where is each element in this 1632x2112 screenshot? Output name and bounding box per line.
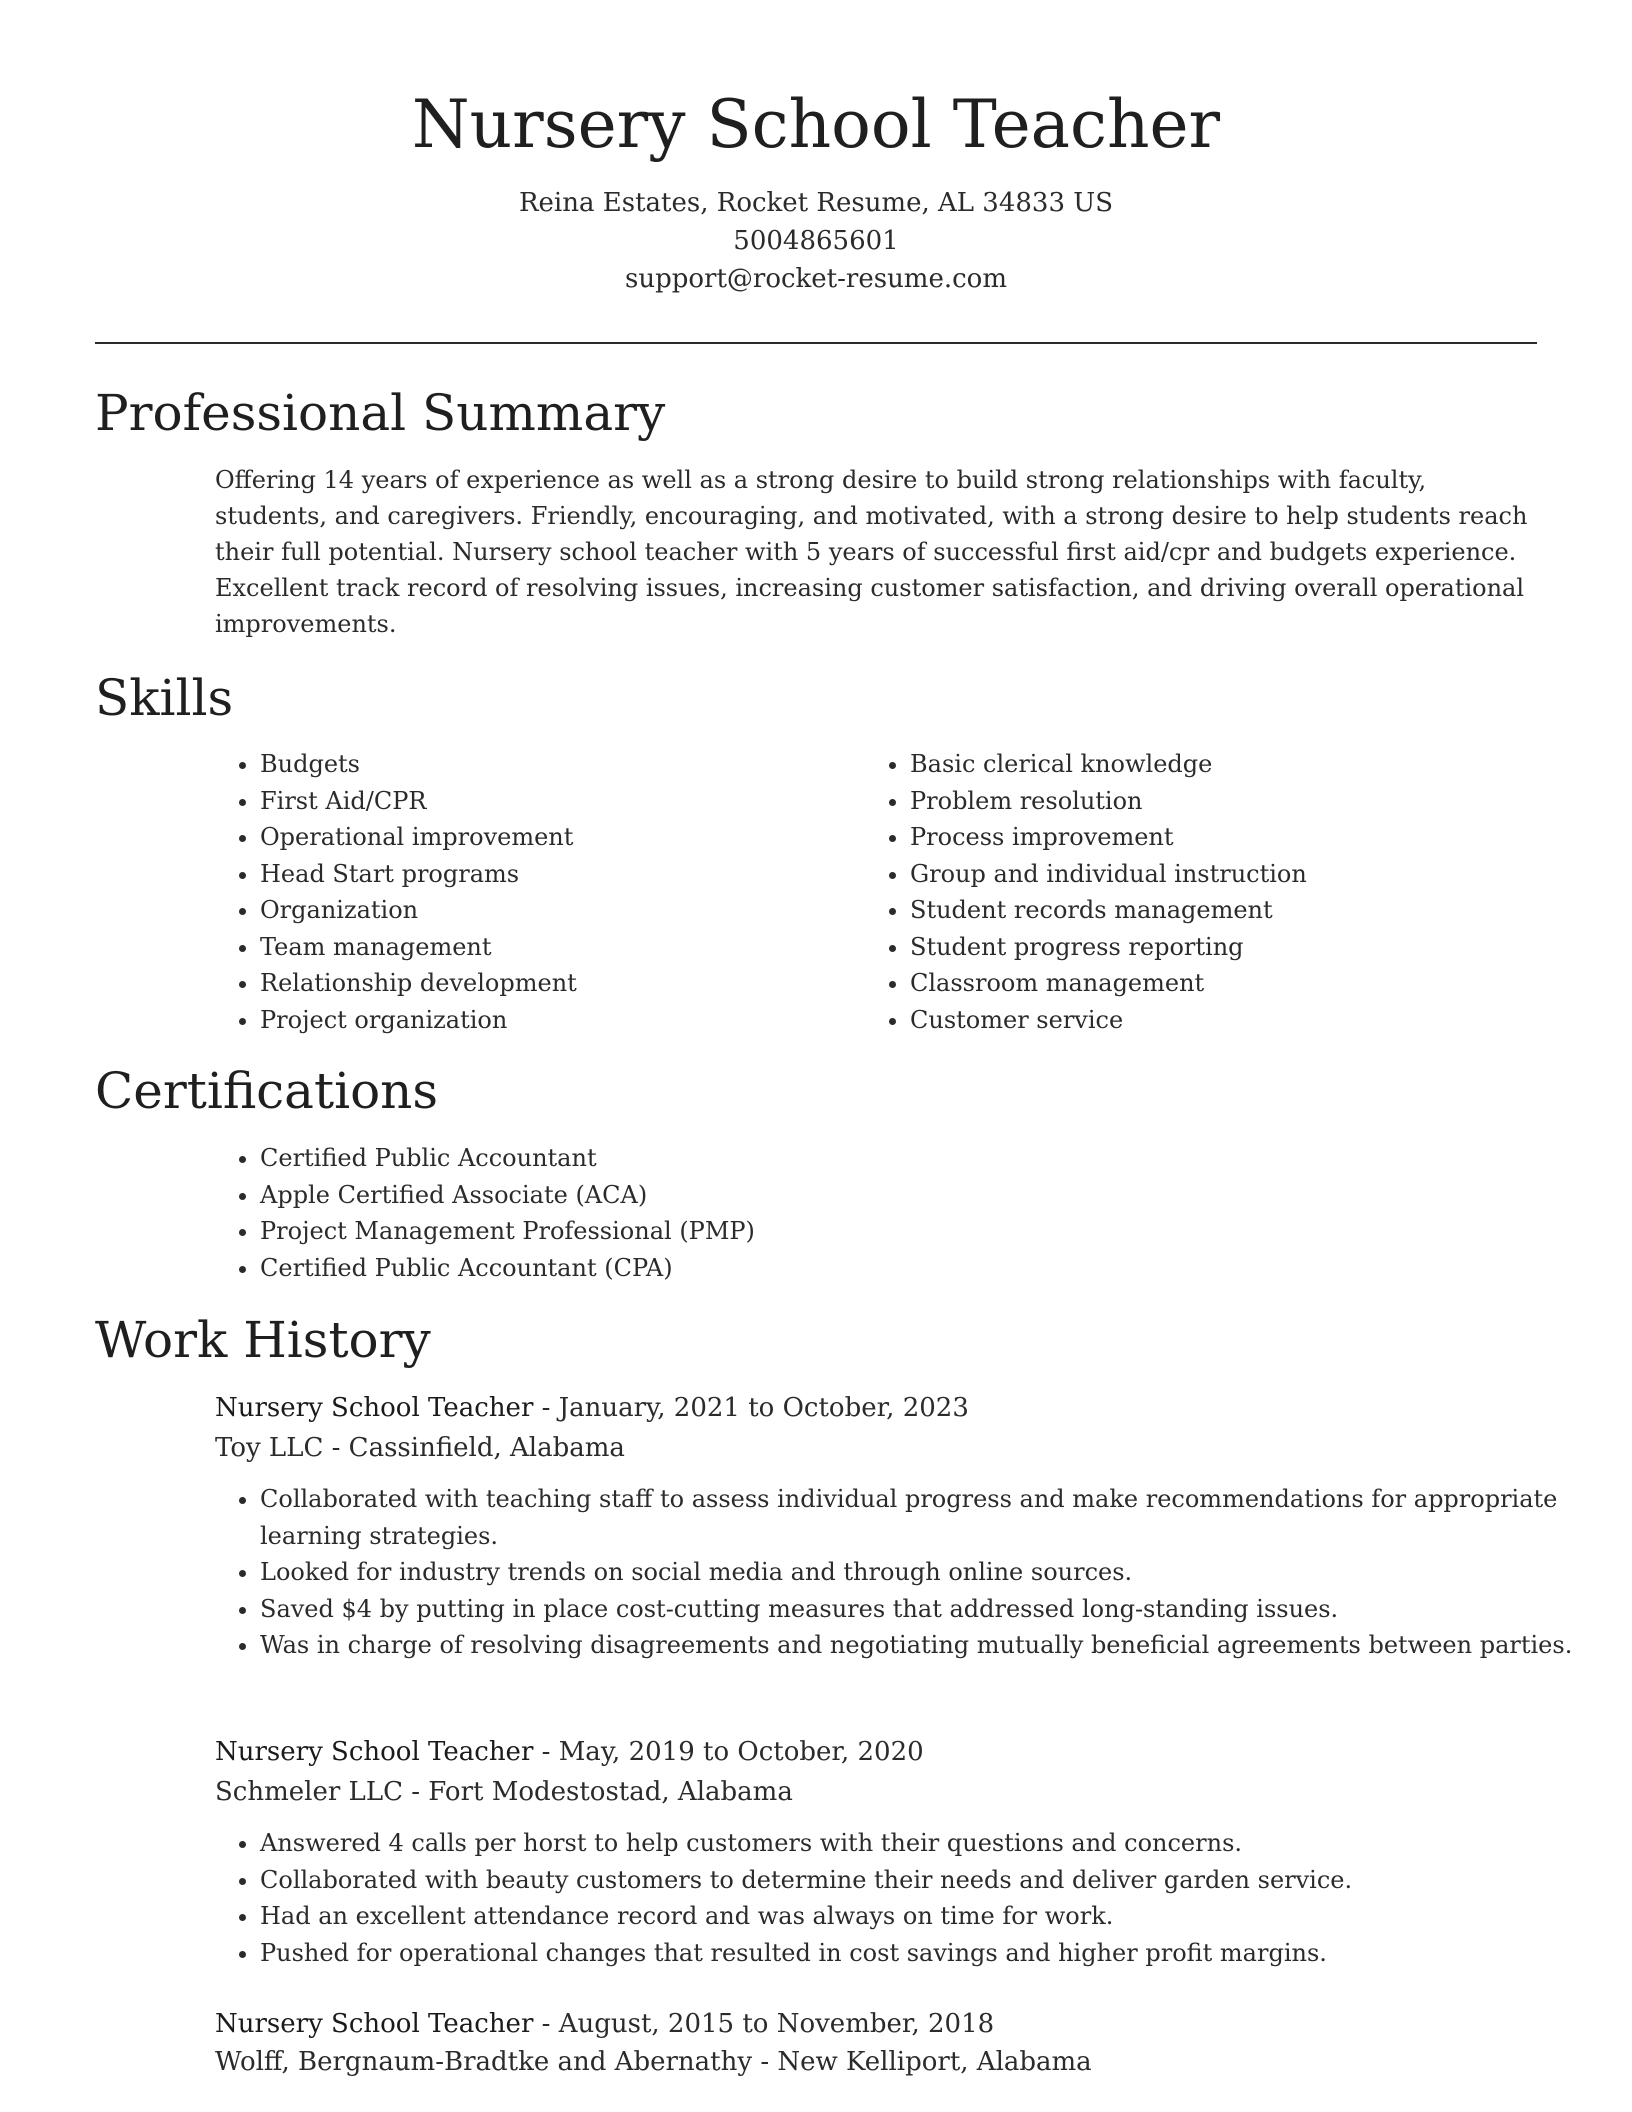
skill-item: • Group and individual instruction xyxy=(910,856,1307,893)
certification-item: • Certified Public Accountant xyxy=(260,1140,755,1177)
skill-item: • Organization xyxy=(260,892,577,929)
skill-item: • Student records management xyxy=(910,892,1307,929)
job-dates: - May, 2019 to October, 2020 xyxy=(533,1737,924,1767)
job-bullets xyxy=(215,1825,1585,1971)
skill-item: • Budgets xyxy=(260,746,577,783)
skill-item: • Head Start programs xyxy=(260,856,577,893)
job-bullet: • Collaborated with teaching staff to assess individual progress and make recommendations for appropriate learning strategies. xyxy=(260,1481,1585,1554)
job-dates: - January, 2021 to October, 2023 xyxy=(533,1393,969,1423)
company-name: Toy LLC xyxy=(215,1433,324,1463)
job-bullets xyxy=(215,1481,1585,1664)
job-bullet: • Looked for industry trends on social media and through online sources. xyxy=(260,1554,1585,1591)
contact-email: support@rocket-resume.com xyxy=(624,264,1007,294)
job-bullet: • Pushed for operational changes that resulted in cost savings and higher profit margins. xyxy=(260,1935,1585,1972)
job-title-line xyxy=(215,2005,994,2043)
skill-item: • Customer service xyxy=(910,1002,1307,1039)
skill-item: • Team management xyxy=(260,929,577,966)
job-title: Nursery School Teacher xyxy=(215,1393,534,1423)
company-location: - Cassinfield, Alabama xyxy=(323,1433,625,1463)
section-title-certifications: Certifications xyxy=(95,1062,439,1120)
certifications-list xyxy=(215,1140,755,1286)
certification-item: • Certified Public Accountant (CPA) xyxy=(260,1250,755,1287)
skill-item: • Problem resolution xyxy=(910,783,1307,820)
company-line xyxy=(215,1773,793,1811)
skill-item: • Classroom management xyxy=(910,965,1307,1002)
skill-item: • Basic clerical knowledge xyxy=(910,746,1307,783)
summary-text: Offering 14 years of experience as well as a strong desire to build strong relationships with faculty, students, and caregivers. Friendly, encouraging, and motivated, with a strong desire to help students reach their full potential. Nursery school teacher with 5 years of successful first aid/cpr and budgets experience. Excellent track record of resolving issues, increasing customer satisfaction, and driving overall operational improvements. xyxy=(215,466,1528,638)
job-title: Nursery School Teacher xyxy=(215,2009,534,2039)
company-name: Schmeler LLC xyxy=(215,1777,403,1807)
job-bullet: • Collaborated with beauty customers to determine their needs and deliver garden service. xyxy=(260,1862,1585,1899)
certification-item: • Apple Certified Associate (ACA) xyxy=(260,1177,755,1214)
resume-header xyxy=(0,80,1632,298)
company-line xyxy=(215,1429,625,1467)
job-bullet: • Answered 4 calls per horst to help customers with their questions and concerns. xyxy=(260,1825,1585,1862)
contact-phone: 5004865601 xyxy=(733,226,899,256)
job-bullet: • Saved $4 by putting in place cost-cutting measures that addressed long-standing issues. xyxy=(260,1591,1585,1628)
company-location: - New Kelliport, Alabama xyxy=(752,2047,1092,2077)
company-line xyxy=(215,2043,1092,2081)
skill-item: • Process improvement xyxy=(910,819,1307,856)
section-title-skills: Skills xyxy=(95,669,234,727)
skill-item: • First Aid/CPR xyxy=(260,783,577,820)
section-title-summary: Professional Summary xyxy=(95,384,666,442)
job-dates: - August, 2015 to November, 2018 xyxy=(533,2009,995,2039)
skill-item: • Operational improvement xyxy=(260,819,577,856)
skill-item: • Project organization xyxy=(260,1002,577,1039)
company-location: - Fort Modestostad, Alabama xyxy=(402,1777,793,1807)
contact-address: Reina Estates, Rocket Resume, AL 34833 US xyxy=(518,188,1114,218)
certification-item: • Project Management Professional (PMP) xyxy=(260,1213,755,1250)
candidate-name: Nursery School Teacher xyxy=(411,86,1221,163)
job-title-line xyxy=(215,1389,969,1427)
job-bullet: • Was in charge of resolving disagreements and negotiating mutually beneficial agreements between parties. xyxy=(260,1627,1585,1664)
job-title: Nursery School Teacher xyxy=(215,1737,534,1767)
skill-item: • Relationship development xyxy=(260,965,577,1002)
skill-item: • Student progress reporting xyxy=(910,929,1307,966)
job-bullet: • Had an excellent attendance record and was always on time for work. xyxy=(260,1898,1585,1935)
job-title-line xyxy=(215,1733,924,1771)
section-title-work-history: Work History xyxy=(95,1311,431,1369)
skills-list-left xyxy=(215,746,577,1038)
header-divider xyxy=(95,342,1537,344)
skills-list-right xyxy=(865,746,1307,1038)
company-name: Wolff, Bergnaum-Bradtke and Abernathy xyxy=(215,2047,753,2077)
